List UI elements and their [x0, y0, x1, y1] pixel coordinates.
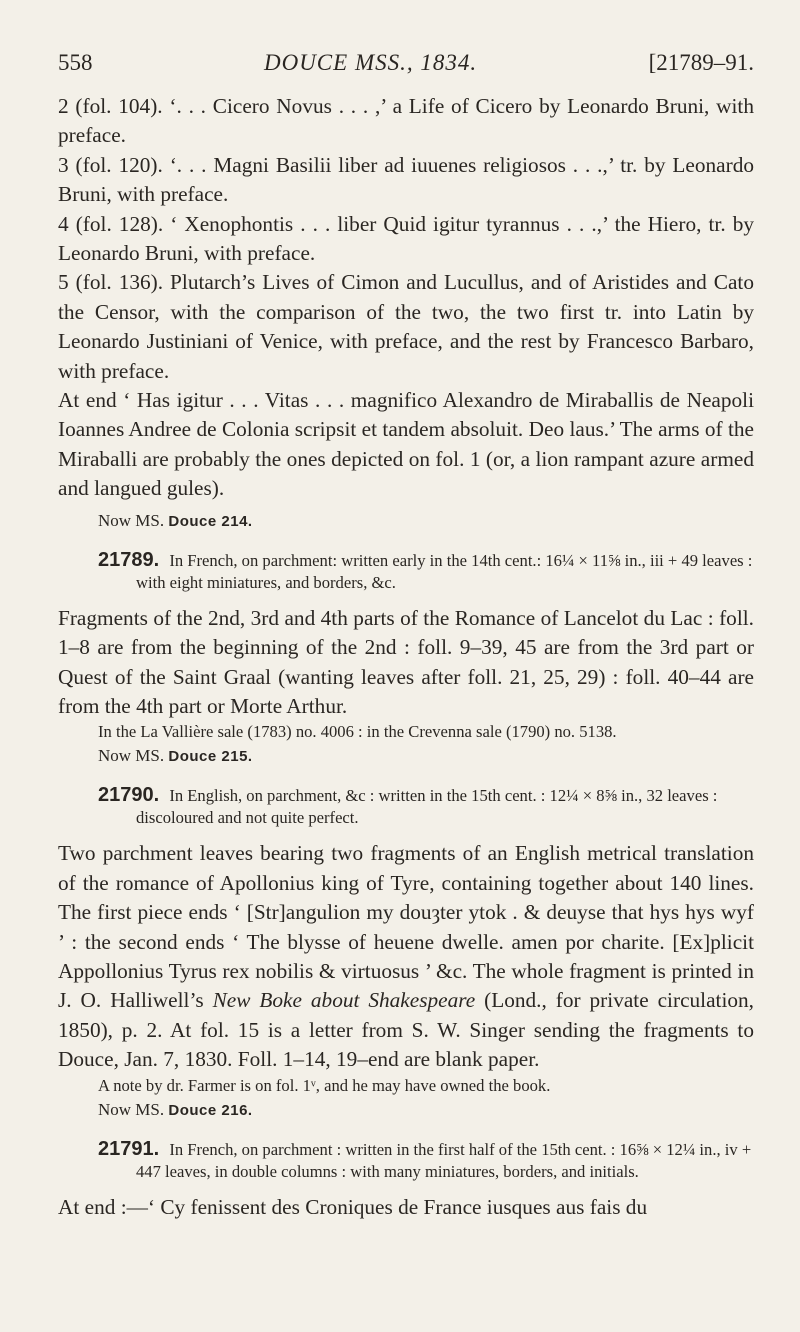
book-title: New Boke about Shakespeare [212, 988, 476, 1013]
shelfmark [58, 1099, 754, 1122]
shelfmark-value: Douce 215. [168, 748, 253, 766]
provenance-note: A note by dr. Farmer is on fol. 1ᵛ, and he may have owned the book. [98, 1075, 551, 1095]
entry-description: In French, on parchment : written in the first half of the 15th cent. : 16⅝ × 12¼ in., iv + 447 leaves, in double columns : with many miniatures, borders, and initials. [136, 1139, 752, 1181]
entry-heading [58, 784, 754, 829]
entry-number: 21789. [98, 548, 160, 571]
shelfmark [58, 745, 754, 768]
shelfmark [58, 510, 754, 533]
shelfmark-label: Now MS. [98, 746, 165, 766]
entry-description: In French, on parchment: written early in the 14th cent.: 16¼ × 11⅝ in., iii + 49 leaves : with eight miniatures, and borders, &c. [136, 550, 753, 592]
entry-description: In English, on parchment, &c : written in the 15th cent. : 12¼ × 8⅝ in., 32 leaves : discoloured and not quite perfect. [136, 786, 718, 828]
list-item: 2 (fol. 104). ‘. . . Cicero Novus . . . ,’ a Life of Cicero by Leonardo Bruni, with preface. [58, 94, 754, 148]
entry-heading [58, 1138, 754, 1183]
entry-body-text: Two parchment leaves bearing two fragments of an English metrical translation of the romance of Apollonius king of Tyre, containing together about 140 lines. The first piece ends ‘ [Str]angulion my douȝter ytok . & deuyse that hys hys wyf ’ : the second ends ‘ The blysse of heuene dwelle. amen por charite. [Ex]plicit Appollonius Tyrus rex nobilis & virtuosus ’ &c. The whole fragment is printed in J. O. Halliwell’s [58, 841, 754, 1013]
provenance-note: In the La Vallière sale (1783) no. 4006 : in the Crevenna sale (1790) no. 5138. [98, 722, 617, 742]
list-item: 3 (fol. 120). ‘. . . Magni Basilii liber ad iuuenes religiosos . . .,’ tr. by Leonardo Bruni, with preface. [58, 152, 754, 207]
shelfmark-value: Douce 216. [168, 1101, 253, 1119]
entry-number: 21791. [98, 1137, 160, 1160]
entry-body-text: (Lond., for private circulation, 1850), p. 2. At fol. 15 is a letter from S. W. Singer sending the fragments to Douce, Jan. 7, 1830. Foll. 1–14, 19–end are blank paper. [58, 988, 754, 1072]
entry-body: Fragments of the 2nd, 3rd and 4th parts of the Romance of Lancelot du Lac : foll. 1–8 are from the beginning of the 2nd : foll. 9–39, 45 are from the 3rd part or Quest of the Saint Graal (wanting leaves after foll. 21, 25, 29) : foll. 40–44 are from the 4th part or Morte Arthur. [58, 605, 754, 718]
entry-body [58, 839, 754, 1074]
running-title: DOUCE MSS., 1834. [263, 50, 478, 75]
shelfmark-label: Now MS. [98, 510, 165, 530]
shelfmark-label: Now MS. [98, 1099, 165, 1119]
shelfmark-value: Douce 214. [168, 512, 253, 530]
entry-body: At end :—‘ Cy fenissent des Croniques de France iusques aus fais du [58, 1194, 648, 1219]
running-head [58, 50, 754, 76]
entry-range: [21789–91. [648, 50, 754, 75]
page-number: 558 [58, 50, 93, 75]
entry-number: 21790. [98, 784, 160, 807]
entry-heading [58, 549, 754, 594]
list-item: At end ‘ Has igitur . . . Vitas . . . magnifico Alexandro de Miraballis de Neapoli Ioannes Andree de Colonia scripsit et tandem absoluit. Deo laus.’ The arms of the Miraballi are probably the ones depicted on fol. 1 (or, a lion rampant azure armed and langued gules). [58, 388, 754, 501]
list-item: 5 (fol. 136). Plutarch’s Lives of Cimon and Lucullus, and of Aristides and Cato the Censor, with the comparison of the two, the two first tr. into Latin by Leonardo Justiniani of Venice, with preface, and the rest by Francesco Barbaro, with preface. [58, 270, 754, 383]
list-item: 4 (fol. 128). ‘ Xenophontis . . . liber Quid igitur tyrannus . . .,’ the Hiero, tr. by Leonardo Bruni, with preface. [58, 211, 754, 266]
